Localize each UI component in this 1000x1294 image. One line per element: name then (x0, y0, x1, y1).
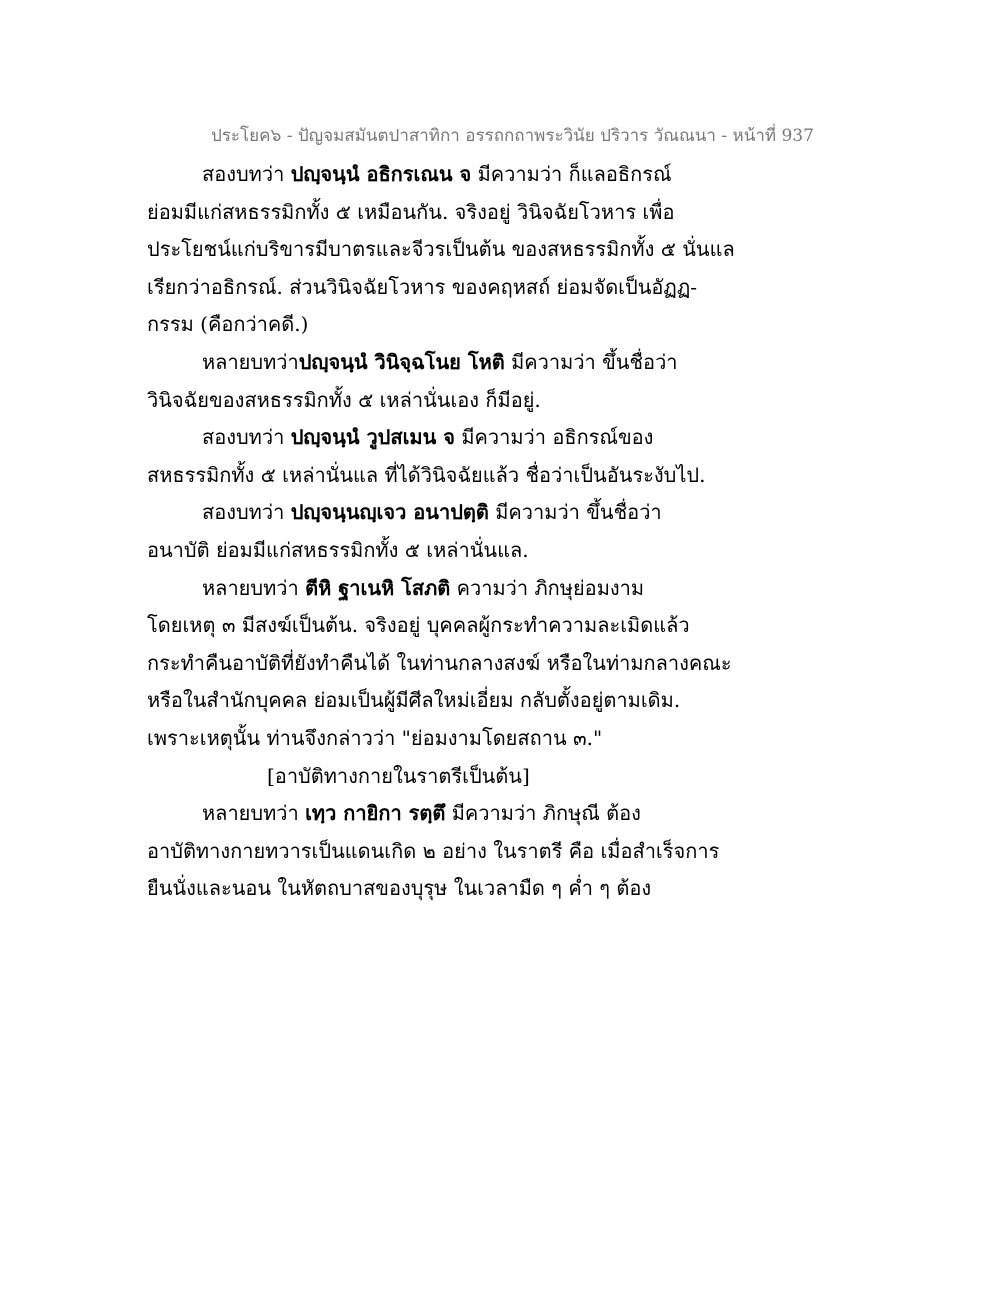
text-line (147, 870, 767, 908)
text-segment: สองบทว่า (202, 500, 291, 525)
text-segment: กรรม (คือกว่าคดี.) (147, 312, 309, 337)
text-line (147, 682, 767, 720)
pali-term: ปญฺจนฺนํ อธิกรเณน จ (290, 162, 472, 186)
text-segment: ประโยชน์แก่บริขารมีบาตรและจีวรเป็นต้น ของสหธรรมิกทั้ง ๕ นั่นแล (147, 237, 735, 262)
text-line (147, 231, 767, 269)
text-segment: เพราะเหตุนั้น ท่านจึงกล่าวว่า "ย่อมงามโดยสถาน ๓." (147, 725, 603, 750)
text-segment: หลายบทว่า (202, 575, 306, 600)
text-line (147, 645, 767, 683)
text-line (147, 795, 767, 833)
text-line (147, 457, 767, 495)
text-segment: อนาบัติ ย่อมมีแก่สหธรรมิกทั้ง ๕ เหล่านั่นแล. (147, 537, 529, 562)
text-line (147, 156, 767, 194)
text-segment: สหธรรมิกทั้ง ๕ เหล่านั่นแล ที่ได้วินิจฉัยแล้ว ชื่อว่าเป็นอันระงับไป. (147, 462, 706, 487)
text-line (147, 269, 767, 307)
text-segment: เรียกว่าอธิกรณ์. ส่วนวินิจฉัยโวหาร ของคฤหสถ์ ย่อมจัดเป็นอัฏฏ- (147, 274, 698, 299)
text-segment: โดยเหตุ ๓ มีสงฆ์เป็นต้น. จริงอยู่ บุคคลผู้กระทำความละเมิดแล้ว (147, 613, 690, 638)
text-line (147, 570, 767, 608)
text-line (147, 382, 767, 420)
pali-term: ปญฺจนฺนญฺเจว อนาปตฺติ (290, 500, 489, 525)
text-segment: หรือในสำนักบุคคล ย่อมเป็นผู้มีศีลใหม่เอี่ยม กลับตั้งอยู่ตามเดิม. (147, 688, 681, 713)
text-line (147, 607, 767, 645)
pali-term: เทฺว กายิกา รตฺตึ (305, 801, 446, 826)
pali-term: ปญฺจนฺนํ วินิจฺฉโนย โหติ (298, 349, 505, 374)
document-body (147, 156, 767, 908)
text-segment: มีความว่า ขึ้นชื่อว่า (488, 500, 662, 525)
text-segment: มีความว่า ก็แลอธิกรณ์ (471, 162, 672, 186)
text-line (147, 306, 767, 344)
text-segment: มีความว่า ภิกษุณี ต้อง (445, 801, 641, 826)
text-segment: มีความว่า อธิกรณ์ของ (454, 425, 654, 450)
text-segment: หลายบทว่า (202, 349, 299, 374)
text-segment: กระทำคืนอาบัติที่ยังทำคืนได้ ในท่านกลางสงฆ์ หรือในท่ามกลางคณะ (147, 650, 732, 675)
page-header: ประโยค๖ - ปัญจมสมันตปาสาทิกา อรรถกถาพระวินัย ปริวาร วัณณนา - หน้าที่ 937 (211, 126, 814, 146)
pali-term: ปญฺจนฺนํ วูปสเมน จ (290, 425, 455, 450)
text-segment: อาบัติทางกายทวารเป็นแดนเกิด ๒ อย่าง ในราตรี คือ เมื่อสำเร็จการ (147, 838, 720, 863)
text-line (147, 344, 767, 382)
text-segment: สองบทว่า (202, 425, 291, 450)
text-line (147, 419, 767, 457)
pali-term: ตีหิ ฐาเนหิ โสภติ (305, 575, 451, 600)
text-segment: วินิจฉัยของสหธรรมิกทั้ง ๕ เหล่านั่นเอง ก็มีอยู่. (147, 387, 541, 412)
text-segment: ความว่า ภิกษุย่อมงาม (450, 575, 645, 600)
text-line (147, 532, 767, 570)
text-segment: ยืนนั่งและนอน ในหัตถบาสของบุรุษ ในเวลามืด ๆ ค่ำ ๆ ต้อง (147, 876, 652, 901)
text-line (147, 720, 767, 758)
text-segment: มีความว่า ขึ้นชื่อว่า (504, 349, 678, 374)
text-segment: ย่อมมีแก่สหธรรมิกทั้ง ๕ เหมือนกัน. จริงอยู่ วินิจฉัยโวหาร เพื่อ (147, 199, 675, 224)
section-heading (147, 758, 767, 796)
text-segment: [อาบัติทางกายในราตรีเป็นต้น] (267, 763, 530, 788)
text-segment: หลายบทว่า (202, 801, 306, 826)
text-segment: สองบทว่า (202, 162, 291, 186)
text-line (147, 494, 767, 532)
text-line (147, 194, 767, 232)
text-line (147, 833, 767, 871)
